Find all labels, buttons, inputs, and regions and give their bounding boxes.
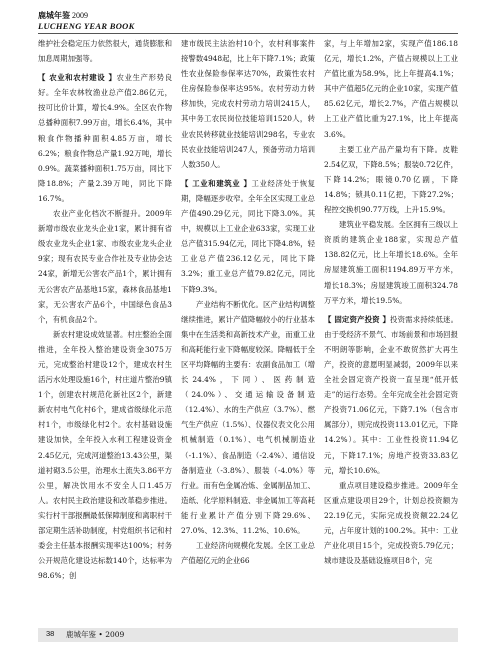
yearbook-title <box>38 10 88 21</box>
section-body: 工业经济处于恢复期，降幅逐步收窄。全年全区实现工业总产值490.29亿元，同比下降3.0%。其中，规模以上工业企业633家，实现工业总产值315.94亿元，同比下降4.8%，轻工业总产值236.12亿元，同比下降3.2%；重工业总产值79.82亿元，同比下降9.3%。 <box>181 178 315 294</box>
text-column-1 <box>38 36 172 583</box>
page-header <box>0 0 480 40</box>
body-paragraph: 主要工业产品产量均有下降。皮鞋2.54亿双，下降8.5%；服装0.72亿件，下降14.2%；眼镜0.70亿副，下降14.8%；锁具0.11亿把，下降27.2%；程控交换机90.77万线，上升15.9%。 <box>324 144 458 215</box>
footer-bar <box>38 628 458 642</box>
text-column-3 <box>324 36 458 568</box>
body-paragraph: 重点项目建设稳步推进。2009年全区重点建设项目29个，计划总投资额为22.19亿元，实际完成投资额22.24亿元，占年度计划的100.2%。其中：工业产业化项目15个，完成投资5.79亿元；城市建设及基础设施项目8个，完 <box>324 480 458 566</box>
body-paragraph: 农业产业化档次不断提升。2009年新增市级农业龙头企业1家，累计拥有省级农业龙头企业1家、市级农业龙头企业9家；现有农民专业合作社及专业协会达24家，新增无公害农产品1个，累计拥有无公害农产品基地15家，森林食品基地1家，无公害农产品6个，中国绿色食品3个，有机食品2个。 <box>38 209 172 324</box>
header-rule <box>38 33 458 34</box>
page-footer <box>0 606 480 651</box>
footer-book-name: 鹿城年鉴 • 2009 <box>66 630 125 639</box>
yearbook-subtitle: LUCHENG YEAR BOOK <box>38 21 135 31</box>
body-paragraph: 家，与上年增加2家，实现产值186.18亿元，增长1.2%，产值占规模以上工业产值比重为58.9%，比上年提高4.1%；其中产值超5亿元的企业10家，实现产值85.62亿元，增长2.7%，产值占规模以上工业产值比重为27.1%，比上年提高3.6%。 <box>324 39 458 139</box>
yearbook-title-text: 鹿城年鉴 <box>38 11 70 20</box>
body-paragraph: 产业结构不断优化。区产业结构调整继续推进，累计产值降幅较小的行业基本集中在生活类和高新技术产业，而重工业和高耗能行业下降幅度较深。降幅低于全区平均降幅的主要有：农副食品加工（增长24.4%，下同）、医药制造（24.0%）、交通运输设备制造（12.4%）、水的生产供应（3.7%）、燃气生产供应（1.5%）、仪器仪表文化公用机械制造（0.1%）、电气机械制造业（-1.1%）、食品制造（-2.4%）、通信设备制造业（-3.8%）、服装（-4.0%）等行业。而有色金属冶炼、金属制品加工、造纸、化学原料制造、非金属加工等高耗能行业累计产值分别下降29.6%、27.0%、12.3%、11.2%、10.6%。 <box>181 299 315 535</box>
section-paragraph <box>38 70 172 206</box>
body-paragraph: 新农村建设成效显著。村庄整治全面推进，全年投入整治建设资金3075万元，完成整治村建设12个，建成农村生活污水处理设施16个，村庄道片整治9镇1个，创建农村规范化新社区2个，新建新农村电气化村6个，建成省级绿化示范村1个，市级绿化村2个。农村基础设施建设加快，全年投入水利工程建设资金2.45亿元，完成河道整治13.43公里，渠道衬砌3.5公里，治理水土流失3.86平方公里，解决饮用水不安全人口1.45万人。农村民主政治建设和改革稳步推进。实行村干部报酬最低保障制度和离职村干部定期生活补助制度，村党组织书记和村委会主任基本报酬实现率达100%；村务公开规范化建设达标数140个，达标率为98.6%；创 <box>38 329 172 581</box>
body-paragraph: 工业经济向规模化发展。全区工业总产值超亿元的企业66 <box>181 541 315 566</box>
section-body: 农业生产形势良好。全年农林牧渔业总产值2.86亿元，按可比价计算，增长4.9%。全区农作物总播种面积7.99万亩，增长6.4%，其中粮食作物播种面积4.85万亩，增长6.2%；粮食作物总产量1.92万吨，增长0.9%。蔬菜播种面积1.75万亩，同比下降18.8%；产量2.39万吨，同比下降16.7%。 <box>38 73 172 203</box>
text-column-2 <box>181 36 315 568</box>
body-paragraph: 建市级民主法治村10个，农村利事案件接警数4948起，比上年下降7.1%；政策性农业保险参保率达70%，政策性农村住房保险参保率达95%。农村劳动力转移加快，完成农村劳动力培训2415人，其中务工农民岗位技能培训1520人，转业农民转移就业技能培训298名，专业农民农业技能培训247人，预备劳动力培训人数350人。 <box>181 39 315 169</box>
body-paragraph: 维护社会稳定压力依然很大，通货膨胀和加息周期加强等。 <box>38 39 172 64</box>
section-paragraph <box>181 176 315 297</box>
section-heading: 【 农业和农村建设 】 <box>38 73 117 83</box>
section-heading: 【 工业和建筑业 】 <box>181 178 252 188</box>
page-number: 38 <box>46 629 55 638</box>
section-body: 投资需求持续低迷。由于受经济不景气、市场前景和市场回报不明朗等影响，企业不敢贸然扩大再生产，投资的意愿明显减弱，2009年以来全社会固定资产投资一直呈现“低开低走”的运行态势。全年完成全社会固定资产投资71.06亿元，下降7.1%（包含市属部分），则完成投资113.01亿元，下降14.2%）。其中：工业性投资11.94亿元，下降17.1%；房地产投资33.83亿元，增长10.6%。 <box>324 314 458 475</box>
yearbook-year: 2009 <box>72 11 88 20</box>
body-paragraph: 建筑业平稳发展。全区拥有三级以上资质的建筑企业188家，实现总产值138.82亿元，比上年增长18.6%。全年房屋建筑施工面积1194.89万平方米，增长18.3%；房屋建筑竣工面积324.78万平方米，增长19.5%。 <box>324 220 458 305</box>
section-paragraph <box>324 312 458 478</box>
section-heading: 【 固定资产投资 】 <box>324 314 391 324</box>
